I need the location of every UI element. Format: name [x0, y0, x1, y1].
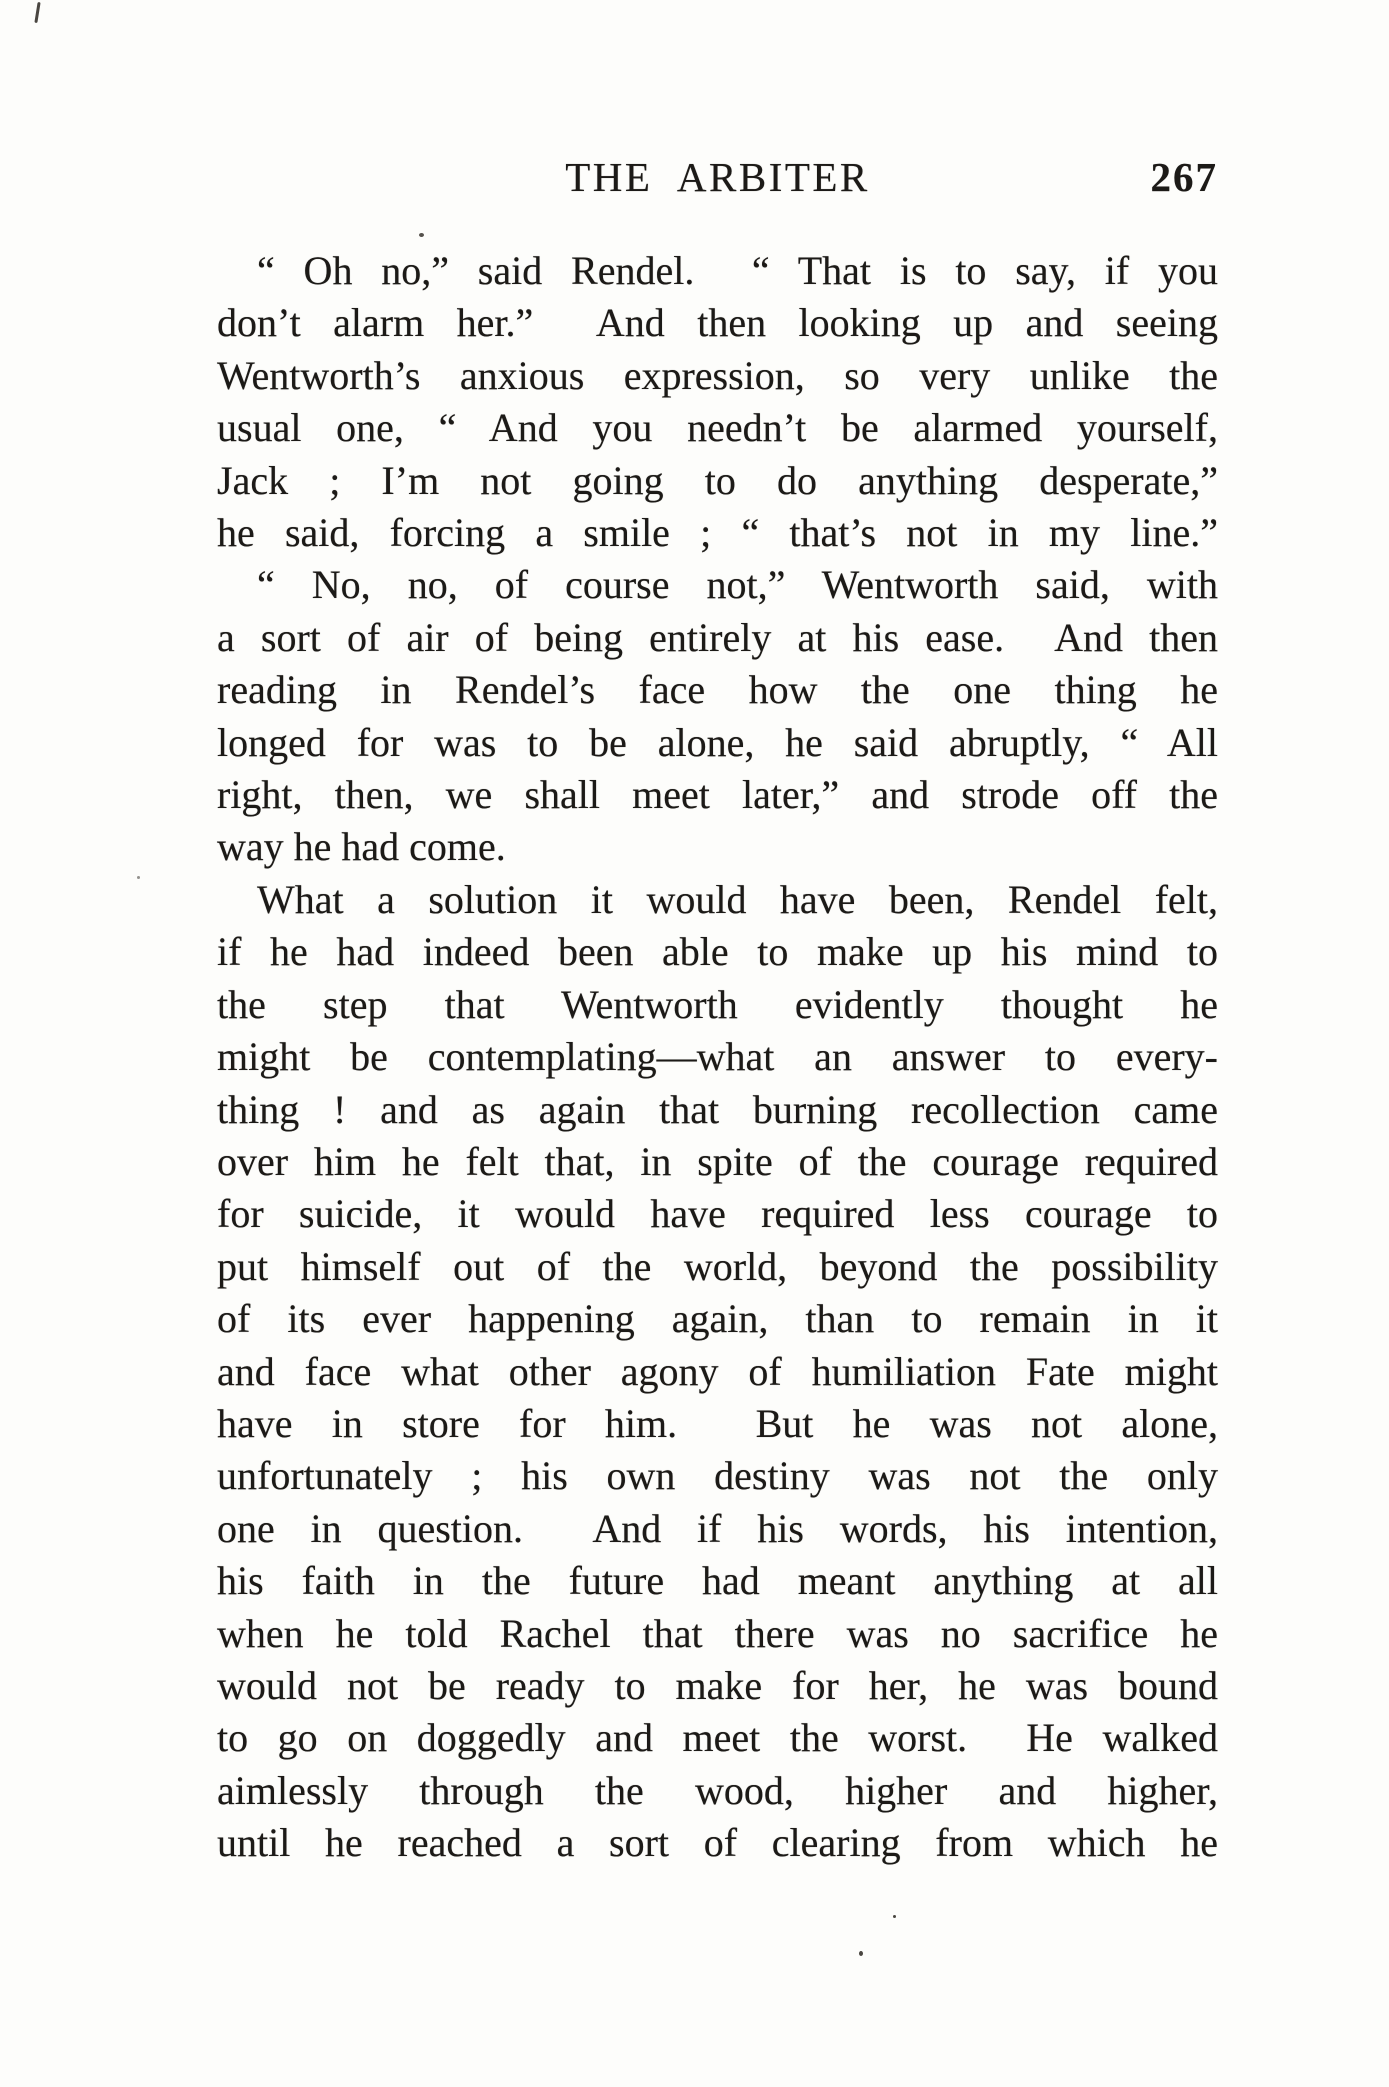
text-line: when he told Rachel that there was no sacrifice he: [217, 1610, 1218, 1656]
text-line: put himself out of the world, beyond the possibility: [217, 1243, 1218, 1289]
text-line: What a solution it would have been, Rendel felt,: [257, 876, 1218, 922]
running-head-title: THE ARBITER: [565, 154, 870, 200]
text-line: until he reached a sort of clearing from which he: [217, 1820, 1218, 1866]
text-line: might be contemplating—what an answer to every-: [217, 1034, 1218, 1080]
text-line: thing ! and as again that burning recollection came: [217, 1086, 1218, 1132]
text-line: would not be ready to make for her, he was bound: [217, 1662, 1218, 1708]
text-line: of its ever happening again, than to remain in it: [217, 1296, 1218, 1342]
text-line: the step that Wentworth evidently thought he: [217, 981, 1218, 1027]
text-line: “ Oh no,” said Rendel. “ That is to say, if you: [257, 248, 1218, 293]
text-line: for suicide, it would have required less courage to: [217, 1191, 1218, 1237]
text-line: reading in Rendel’s face how the one thing he: [217, 667, 1218, 713]
text-line: if he had indeed been able to make up his mind to: [217, 929, 1218, 975]
paragraph: [217, 874, 1218, 1870]
text-line: have in store for him. But he was not alone,: [217, 1400, 1218, 1446]
text-line: one in question. And if his words, his intention,: [217, 1505, 1218, 1551]
page-text: [217, 245, 1218, 1870]
text-line: to go on doggedly and meet the worst. He walked: [217, 1715, 1218, 1761]
text-line: he said, forcing a smile ; “ that’s not in my line.”: [217, 510, 1218, 556]
scan-artifact-dot: [893, 1915, 896, 1918]
text-line: his faith in the future had meant anything at all: [217, 1558, 1218, 1604]
text-line: way he had come.: [217, 824, 506, 870]
text-line: usual one, “ And you needn’t be alarmed yourself,: [217, 405, 1218, 451]
text-line: and face what other agony of humiliation Fate might: [217, 1348, 1218, 1394]
text-line: don’t alarm her.” And then looking up and seeing: [217, 300, 1218, 346]
text-line: Wentworth’s anxious expression, so very unlike the: [217, 352, 1218, 398]
scan-artifact-stroke: [34, 2, 40, 23]
text-line: Jack ; I’m not going to do anything desperate,”: [217, 457, 1218, 503]
scan-artifact-dot: [419, 233, 424, 237]
scan-artifact-dot: [137, 876, 140, 879]
page-number: 267: [1150, 154, 1218, 200]
text-line: unfortunately ; his own destiny was not the only: [217, 1453, 1218, 1499]
text-line: longed for was to be alone, he said abruptly, “ All: [217, 719, 1218, 765]
text-line: “ No, no, of course not,” Wentworth said, with: [257, 562, 1218, 608]
scan-artifact-dot: [859, 1951, 863, 1956]
paragraph: [217, 559, 1218, 873]
text-line: aimlessly through the wood, higher and higher,: [217, 1767, 1218, 1813]
paragraph: [217, 245, 1218, 559]
text-line: a sort of air of being entirely at his ease. And then: [217, 614, 1218, 660]
text-line: right, then, we shall meet later,” and strode off the: [217, 772, 1218, 818]
text-line: over him he felt that, in spite of the courage required: [217, 1138, 1218, 1184]
